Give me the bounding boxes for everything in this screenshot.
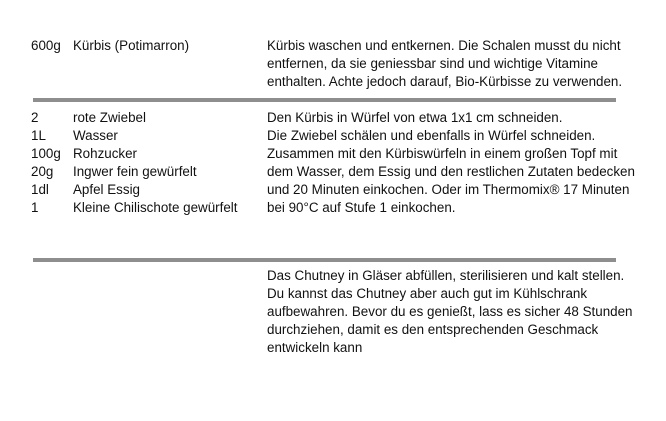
ingredient-name: Apfel Essig [73, 182, 140, 197]
ingredient-list [31, 109, 238, 217]
ingredient-row [31, 109, 238, 127]
instruction-text [267, 267, 635, 357]
ingredient-name: Kürbis (Potimarron) [73, 38, 190, 53]
instruction-paragraph: Zusammen mit den Kürbiswürfeln in einem großen Topf mit dem Wasser, dem Essig und den restlichen Zutaten bedecken und 20 Minuten einkochen. Oder im Thermomix® 17 Minuten bei 90°C auf Stufe 1 einkochen. [267, 146, 635, 215]
ingredient-row [31, 145, 238, 163]
section-divider [33, 98, 616, 102]
instruction-text [267, 37, 625, 91]
section-divider [33, 258, 616, 262]
ingredient-quantity: 1dl [31, 182, 49, 197]
instruction-text [267, 109, 642, 217]
ingredient-row [31, 181, 238, 199]
ingredient-row [31, 163, 238, 181]
ingredient-row [31, 127, 238, 145]
ingredient-row [31, 199, 238, 217]
ingredient-name: Ingwer fein gewürfelt [73, 164, 197, 179]
ingredient-quantity: 20g [31, 164, 54, 179]
ingredient-name: Wasser [73, 128, 118, 143]
ingredient-name: rote Zwiebel [73, 110, 146, 125]
instruction-paragraph: Kürbis waschen und entkernen. Die Schalen musst du nicht entfernen, da sie geniessbar sind und wichtige Vitamine enthalten. Achte jedoch darauf, Bio-Kürbisse zu verwenden. [267, 38, 623, 89]
ingredient-quantity: 1L [31, 128, 46, 143]
ingredient-quantity: 600g [31, 38, 61, 53]
ingredient-name: Rohzucker [73, 146, 138, 161]
ingredient-row [31, 37, 189, 55]
ingredient-list [31, 37, 189, 55]
instruction-paragraph: Das Chutney in Gläser abfüllen, sterilisieren und kalt stellen. Du kannst das Chutney aber auch gut im Kühlschrank aufbewahren. Bevor du es genießt, lass es sicher 48 Stunden durchziehen, damit es den entsprechenden Geschmack entwickeln kann [267, 268, 633, 355]
instruction-paragraph: Den Kürbis in Würfel von etwa 1x1 cm schneiden. [267, 110, 563, 125]
ingredient-quantity: 100g [31, 146, 61, 161]
ingredient-quantity: 2 [31, 110, 39, 125]
instruction-paragraph: Die Zwiebel schälen und ebenfalls in Würfel schneiden. [267, 128, 596, 143]
ingredient-quantity: 1 [31, 200, 39, 215]
ingredient-name: Kleine Chilischote gewürfelt [73, 200, 238, 215]
